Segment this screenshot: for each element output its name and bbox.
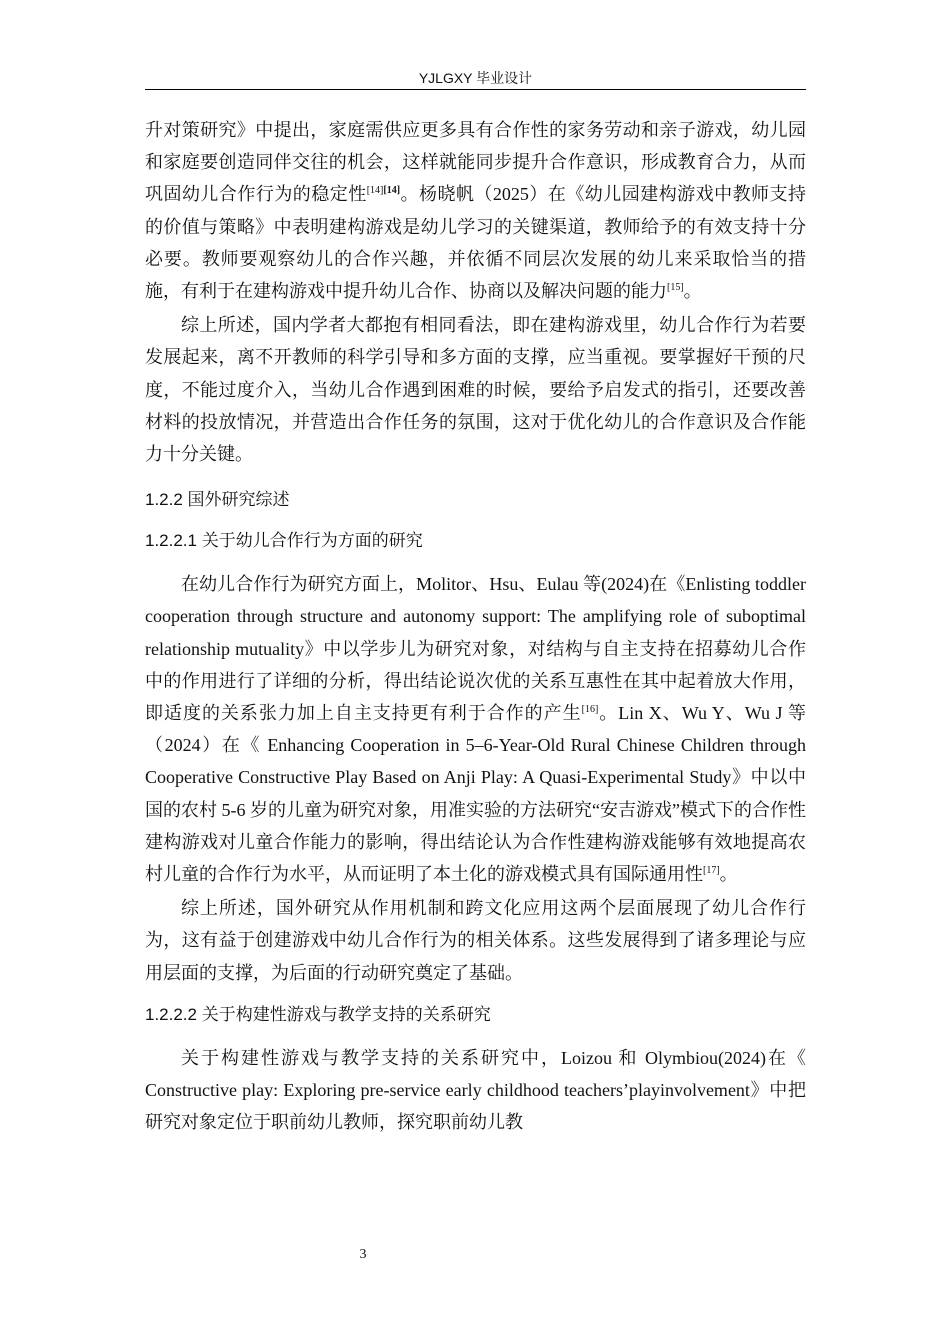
citation-ref: [14] [366,185,384,197]
paragraph-text: 。 [719,864,738,885]
paragraph-constructive-play: 关于构建性游戏与教学支持的关系研究中，Loizou 和 Olymbiou(2024)在《 Constructive play: Exploring pre-service early childhood teachers’playinvolvement》中把研究对象定位于职前幼儿教师，探究职前幼儿教 [145,1047,806,1133]
citation-ref: [15] [667,282,684,294]
citation-ref: [17] [703,865,720,877]
subsection-heading-1-2-2-1: 1.2.2.1 关于幼儿合作行为方面的研究 [145,531,423,551]
paragraph-domestic-review-end [145,114,806,307]
paragraph-text: 。Lin X、Wu Y、Wu J 等（2024）在《 Enhancing Cooperation in 5–6-Year-Old Rural Chinese Children through Cooperative Constructive Play Based on Anji Play: A Quasi-Experimental Study》中以中国的农村 5-6 岁的儿童为研究对象，用准实验的方法研究“安吉游戏”模式下的合作性建构游戏对儿童合作能力的影响，得出结论认为合作性建构游戏能够有效地提高农村儿童的合作行为水平，从而证明了本土化的游戏模式具有国际通用性 [145,703,806,885]
paragraph-foreign-summary: 综上所述，国外研究从作用机制和跨文化应用这两个层面展现了幼儿合作行为，这有益于创建游戏中幼儿合作行为的相关体系。这些发展得到了诸多理论与应用层面的支撑，为后面的行动研究奠定了基础。 [145,898,806,983]
page-header: YJLGXY 毕业设计 [418,70,533,86]
section-heading-1-2-2: 1.2.2 国外研究综述 [145,490,290,510]
paragraph-text: 在幼儿合作行为研究方面上，Molitor、Hsu、Eulau 等(2024)在《Enlisting toddler cooperation through structure and autonomy support: The amplifying role of suboptimal relationship mutuality》中以学步儿为研究对象，对结构与自主支持在招募幼儿合作中的作用进行了详细的分析，得出结论说次优的关系互惠性在其中起着放大作用，即适度的关系张力加上自主支持更有利于合作的产生 [145,574,806,724]
paragraph-text: 。 [683,281,702,302]
subsection-heading-1-2-2-2: 1.2.2.2 关于构建性游戏与教学支持的关系研究 [145,1004,491,1024]
header-divider [145,89,806,90]
paragraph-foreign-cooperation [145,568,806,890]
paragraph-domestic-summary: 综上所述，国内学者大都抱有相同看法，即在建构游戏里，幼儿合作行为若要发展起来，离不开教师的科学引导和多方面的支撑，应当重视。要掌握好干预的尺度，不能过度介入，当幼儿合作遇到困难的时候，要给予启发式的指引，还要改善材料的投放情况，并营造出合作任务的氛围，这对于优化幼儿的合作意识及合作能力十分关键。 [145,315,806,465]
page-number: 3 [359,1247,367,1262]
document-body [145,114,806,1138]
paragraph-text: 升对策研究》中提出，家庭需供应更多具有合作性的家务劳动和亲子游戏，幼儿园和家庭要创造同伴交往的机会，这样就能同步提升合作意识，形成教育合力，从而巩固幼儿合作行为的稳定性 [145,120,806,205]
citation-ref: [14] [383,185,401,197]
citation-ref: [16] [581,704,599,716]
paragraph-text: 。杨晓帆（2025）在《幼儿园建构游戏中教师支持的价值与策略》中表明建构游戏是幼儿学习的关键渠道，教师给予的有效支持十分必要。教师要观察幼儿的合作兴趣，并依循不同层次发展的幼儿来采取恰当的措施，有利于在建构游戏中提升幼儿合作、协商以及解决问题的能力 [145,184,807,302]
